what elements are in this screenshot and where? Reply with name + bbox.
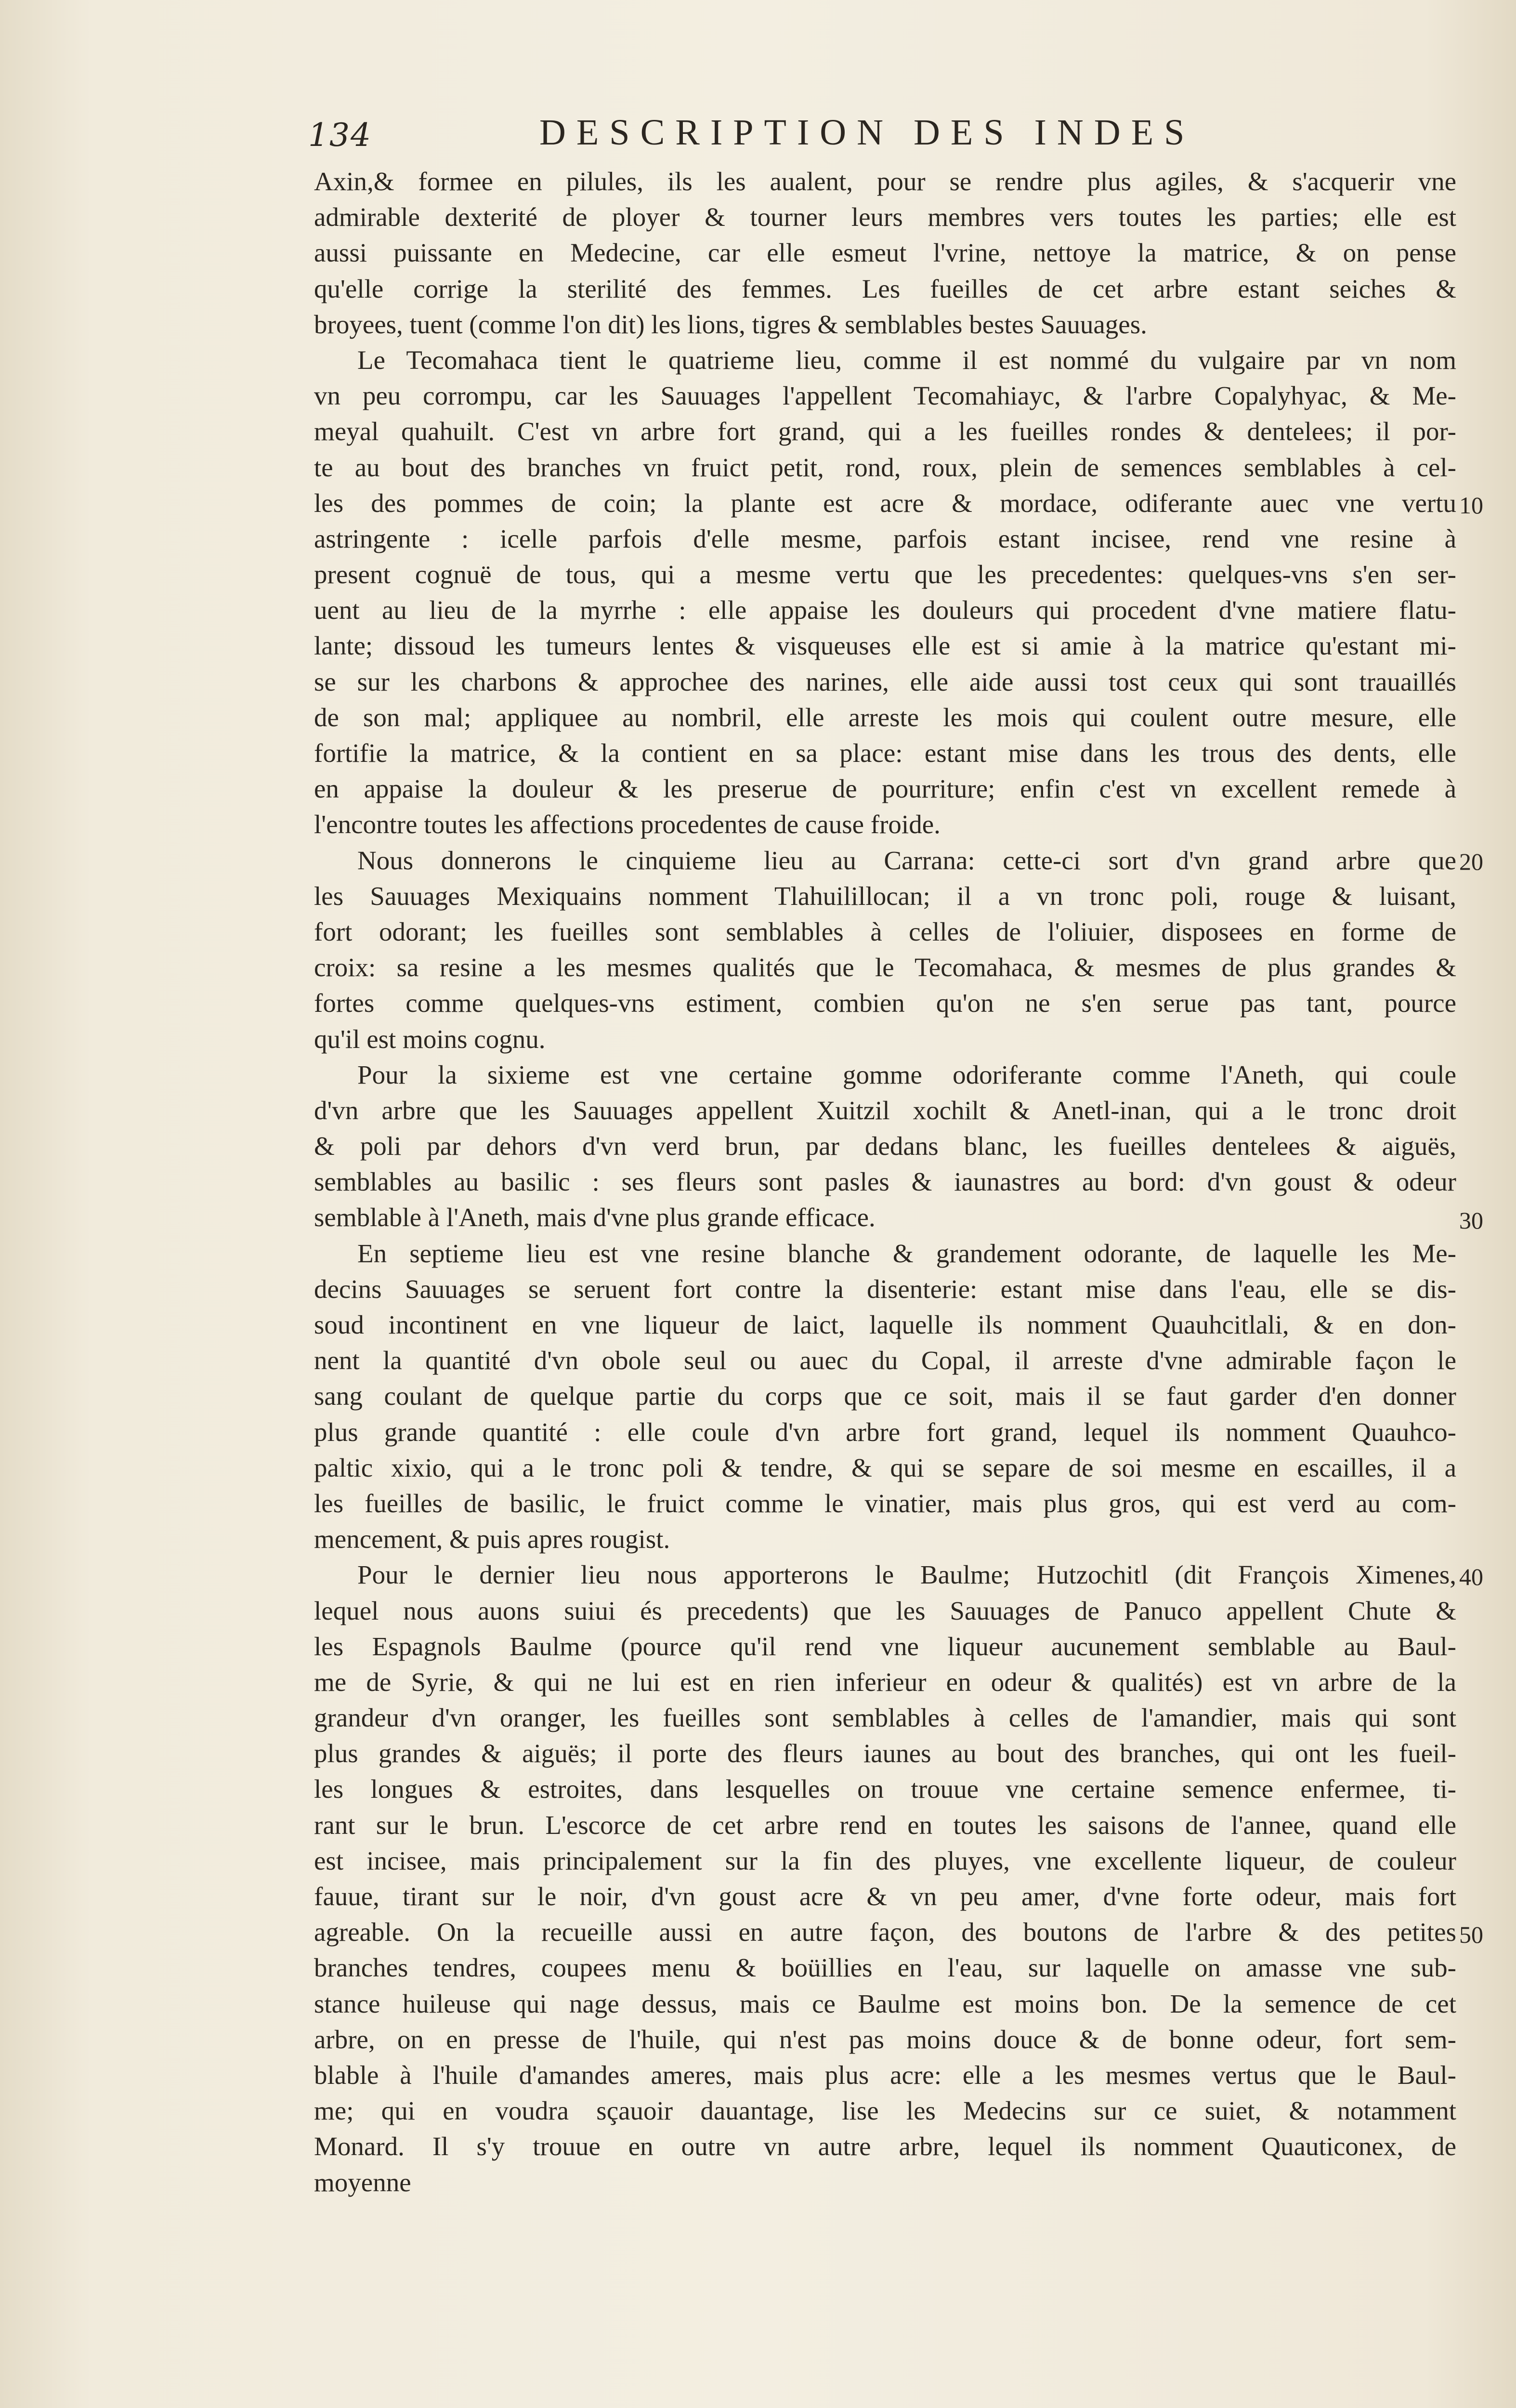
running-title: DESCRIPTION DES INDES	[539, 112, 1195, 153]
text-line: les Sauuages Mexiquains nomment Tlahuilillocan; il a vn tronc poli, rouge & luisant,	[314, 881, 1456, 911]
text-line: paltic xixio, qui a le tronc poli & tendre, & qui se separe de soi mesme en escailles, il a	[314, 1453, 1456, 1482]
text-line: branches tendres, coupees menu & boüillies en l'eau, sur laquelle on amasse vne sub-	[314, 1953, 1456, 1983]
text-line: admirable dexterité de ployer & tourner leurs membres vers toutes les parties; elle est	[314, 202, 1456, 232]
text-line: les des pommes de coin; la plante est acre & mordace, odiferante auec vne vertu	[314, 488, 1456, 518]
text-line: mencement, & puis apres rougist.	[314, 1524, 670, 1554]
catchword	[314, 2200, 1456, 2236]
text-line: d'vn arbre que les Sauuages appellent Xuitzil xochilt & Anetl-inan, qui a le tronc droit	[314, 1095, 1456, 1125]
text-line: Monard. Il s'y trouue en outre vn autre arbre, lequel ils nomment Quauticonex, de	[314, 2132, 1456, 2161]
text-line: grandeur d'vn oranger, les fueilles sont semblables à celles de l'amandier, mais qui sont	[314, 1703, 1456, 1733]
text-line: qu'elle corrige la sterilité des femmes. Les fueilles de cet arbre estant seiches &	[314, 274, 1456, 303]
text-line: plus grande quantité : elle coule d'vn arbre fort grand, lequel ils nomment Quauhco-	[314, 1417, 1456, 1447]
margin-line-number: 20	[1459, 848, 1483, 875]
text-line: les longues & estroites, dans lesquelles on trouue vne certaine semence enfermee, ti-	[314, 1774, 1456, 1804]
text-line: Le Tecomahaca tient le quatrieme lieu, comme il est nommé du vulgaire par vn nom	[357, 345, 1456, 375]
text-line: aussi puissante en Medecine, car elle esmeut l'vrine, nettoye la matrice, & on pense	[314, 238, 1456, 268]
text-line: arbre, on en presse de l'huile, qui n'est pas moins douce & de bonne odeur, fort sem-	[314, 2024, 1456, 2054]
text-line: fauue, tirant sur le noir, d'vn goust acre & vn peu amer, d'vne forte odeur, mais fort	[314, 1882, 1456, 1911]
text-line: Pour la sixieme est vne certaine gomme odoriferante comme l'Aneth, qui coule	[357, 1060, 1456, 1089]
text-line: semblables au basilic : ses fleurs sont pasles & iaunastres au bord: d'vn goust & odeur	[314, 1167, 1456, 1197]
text-line: decins Sauuages se seruent fort contre la disenterie: estant mise dans l'eau, elle se dis-	[314, 1274, 1456, 1304]
text-line: lequel nous auons suiui és precedents) que les Sauuages de Panuco appellent Chute &	[314, 1596, 1456, 1625]
body-text	[314, 164, 1456, 2236]
text-line: en appaise la douleur & les preserue de pourriture; enfin c'est vn excellent remede à	[314, 774, 1456, 804]
text-line: uent au lieu de la myrrhe : elle appaise les douleurs qui procedent d'vne matiere flatu-	[314, 595, 1456, 625]
text-line: de son mal; appliquee au nombril, elle arreste les mois qui coulent outre mesure, elle	[314, 702, 1456, 732]
text-line: En septieme lieu est vne resine blanche & grandement odorante, de laquelle les Me-	[357, 1238, 1456, 1268]
text-line: plus grandes & aiguës; il porte des fleurs iaunes au bout des branches, qui ont les fueil-	[314, 1739, 1456, 1768]
margin-line-number: 50	[1459, 1921, 1483, 1948]
text-line: te au bout des branches vn fruict petit, rond, roux, plein de semences semblables à cel-	[314, 452, 1456, 482]
text-line: meyal quahuilt. C'est vn arbre fort grand, qui a les fueilles rondes & dentelees; il por-	[314, 417, 1456, 446]
text-line: & poli par dehors d'vn verd brun, par dedans blanc, les fueilles dentelees & aiguës,	[314, 1131, 1456, 1161]
text-line: nent la quantité d'vn obole seul ou auec du Copal, il arreste d'vne admirable façon le	[314, 1346, 1456, 1375]
text-line: sang coulant de quelque partie du corps que ce soit, mais il se faut garder d'en donner	[314, 1381, 1456, 1411]
text-line: lante; dissoud les tumeurs lentes & visqueuses elle est si amie à la matrice qu'estant mi-	[314, 631, 1456, 661]
margin-line-number: 30	[1459, 1207, 1483, 1234]
text-line: present cognuë de tous, qui a mesme vertu que les precedentes: quelques-vns s'en ser-	[314, 560, 1456, 589]
text-line: agreable. On la recueille aussi en autre façon, des boutons de l'arbre & des petites	[314, 1917, 1456, 1947]
margin-line-number: 10	[1459, 492, 1483, 519]
text-line: les Espagnols Baulme (pource qu'il rend vne liqueur aucunement semblable au Baul-	[314, 1631, 1456, 1661]
text-line: les fueilles de basilic, le fruict comme le vinatier, mais plus gros, qui est verd au com-	[314, 1488, 1456, 1518]
text-line: est incisee, mais principalement sur la fin des pluyes, vne excellente liqueur, de couleur	[314, 1845, 1456, 1875]
text-line: moyenne	[314, 2167, 411, 2197]
text-line: Nous donnerons le cinquieme lieu au Carrana: cette-ci sort d'vn grand arbre que	[357, 845, 1456, 875]
text-line: fort odorant; les fueilles sont semblables à celles de l'oliuier, disposees en forme de	[314, 916, 1456, 946]
text-line: me de Syrie, & qui ne lui est en rien inferieur en odeur & qualités) est vn arbre de la	[314, 1667, 1456, 1697]
text-line: fortes comme quelques-vns estiment, combien qu'on ne s'en serue pas tant, pource	[314, 988, 1456, 1018]
text-line: Axin,& formee en pilules, ils les aualent, pour se rendre plus agiles, & s'acquerir vne	[314, 167, 1456, 196]
text-line: blable à l'huile d'amandes ameres, mais plus acre: elle a les mesmes vertus que le Baul-	[314, 2060, 1456, 2090]
text-line: astringente : icelle parfois d'elle mesme, parfois estant incisee, rend vne resine à	[314, 523, 1456, 553]
text-line: rant sur le brun. L'escorce de cet arbre rend en toutes les saisons de l'annee, quand elle	[314, 1810, 1456, 1840]
text-line: semblable à l'Aneth, mais d'vne plus grande efficace.	[314, 1203, 876, 1232]
text-line: vn peu corrompu, car les Sauuages l'appellent Tecomahiayc, & l'arbre Copalyhyac, & Me-	[314, 381, 1456, 411]
text-line: l'encontre toutes les affections procedentes de cause froide.	[314, 810, 941, 839]
text-line: qu'il est moins cognu.	[314, 1024, 546, 1054]
text-line: stance huileuse qui nage dessus, mais ce Baulme est moins bon. De la semence de cet	[314, 1989, 1456, 2018]
page-header	[308, 112, 1271, 165]
text-line: Pour le dernier lieu nous apporterons le Baulme; Hutzochitl (dit François Ximenes,	[357, 1560, 1456, 1590]
text-line: broyees, tuent (comme l'on dit) les lions, tigres & semblables bestes Sauuages.	[314, 309, 1147, 339]
text-line: soud incontinent en vne liqueur de laict, laquelle ils nomment Quauhcitlali, & en don-	[314, 1310, 1456, 1339]
text-line: croix: sa resine a les mesmes qualités que le Tecomahaca, & mesmes de plus grandes &	[314, 953, 1456, 982]
text-line: me; qui en voudra sçauoir dauantage, lise les Medecins sur ce suiet, & notamment	[314, 2096, 1456, 2126]
page-number: 134	[308, 117, 372, 154]
text-line: fortifie la matrice, & la contient en sa place: estant mise dans les trous des dents, elle	[314, 738, 1456, 768]
margin-line-number: 40	[1459, 1563, 1483, 1590]
text-line: se sur les charbons & approchee des narines, elle aide aussi tost ceux qui sont trauaillés	[314, 667, 1456, 696]
